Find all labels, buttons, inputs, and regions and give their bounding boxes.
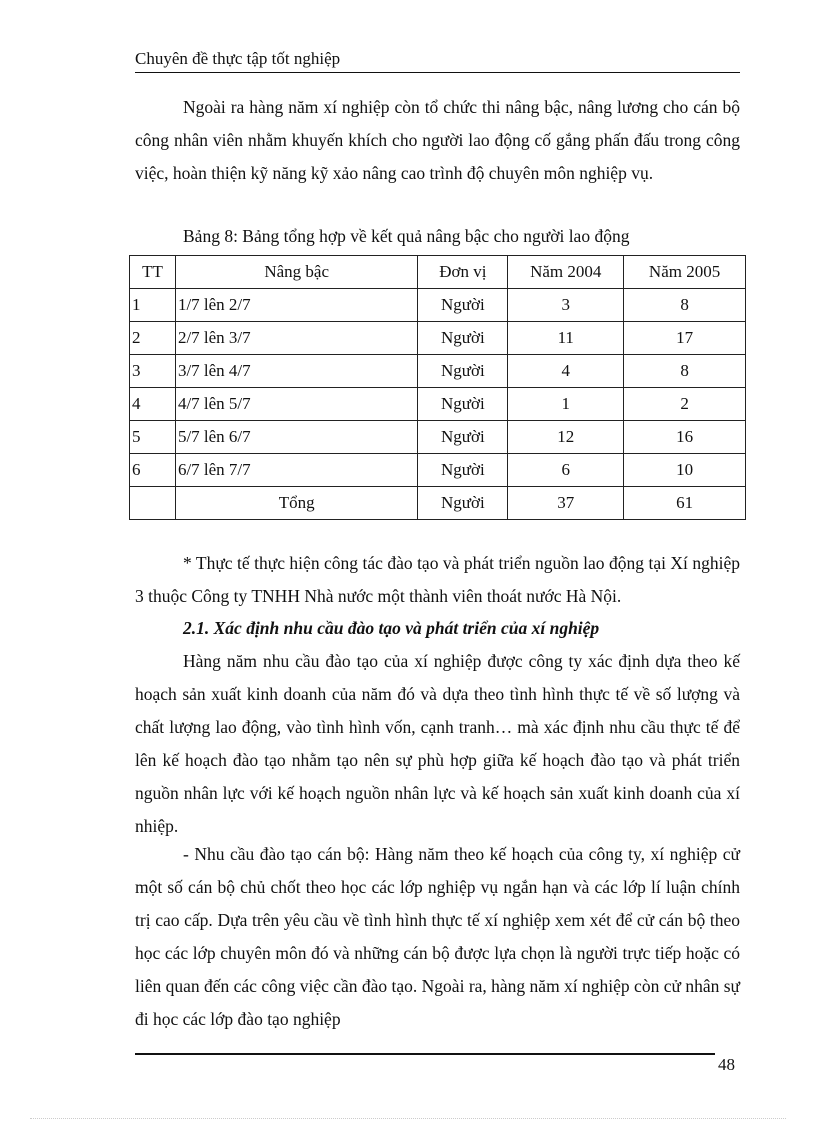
table-row [130,289,746,322]
cell-nang-bac: 5/7 lên 6/7 [175,421,418,454]
header-tt: TT [130,256,176,289]
results-table [129,255,746,520]
table-total-row [130,487,746,520]
cell-tt: 6 [130,454,176,487]
cell-total-label: Tổng [175,487,418,520]
cell-total-2005: 61 [624,487,746,520]
cell-2005: 8 [624,355,746,388]
cell-nang-bac: 2/7 lên 3/7 [175,322,418,355]
cell-2004: 3 [508,289,624,322]
header-nang-bac: Nâng bậc [175,256,418,289]
page-bottom-border [30,1118,786,1119]
cell-nang-bac: 4/7 lên 5/7 [175,388,418,421]
table-row [130,322,746,355]
cell-don-vi: Người [418,487,508,520]
cell-2004: 4 [508,355,624,388]
cell-2004: 6 [508,454,624,487]
table-row [130,388,746,421]
table-row [130,421,746,454]
cell-2005: 8 [624,289,746,322]
cell-nang-bac: 3/7 lên 4/7 [175,355,418,388]
footer-divider [135,1053,715,1055]
cell-don-vi: Người [418,454,508,487]
cell-2004: 12 [508,421,624,454]
header-nam-2005: Năm 2005 [624,256,746,289]
cell-2004: 1 [508,388,624,421]
cell-nang-bac: 1/7 lên 2/7 [175,289,418,322]
page-header: Chuyên đề thực tập tốt nghiệp [135,48,740,73]
cell-tt: 2 [130,322,176,355]
cell-2005: 2 [624,388,746,421]
cell-nang-bac: 6/7 lên 7/7 [175,454,418,487]
page-number: 48 [718,1055,735,1074]
cell-2005: 10 [624,454,746,487]
staff-training-paragraph: - Nhu cầu đào tạo cán bộ: Hàng năm theo kế hoạch của công ty, xí nghiệp cử một số cán bộ chủ chốt theo học các lớp nghiệp vụ ngắn hạn và các lớp lí luận chính trị cao cấp. Dựa trên yêu cầu về tình hình thực tế xí nghiệp xem xét để cử cán bộ theo học các lớp chuyên môn đó và những cán bộ được lựa chọn là người trực tiếp hoặc có liên quan đến các công việc cần đào tạo. Ngoài ra, hàng năm xí nghiệp còn cử nhân sự đi học các lớp đào tạo nghiệp [135,844,741,1029]
table-header-row [130,256,746,289]
cell-tt: 3 [130,355,176,388]
cell-don-vi: Người [418,289,508,322]
cell-tt: 5 [130,421,176,454]
cell-tt: 1 [130,289,176,322]
cell-2004: 11 [508,322,624,355]
cell-tt [130,487,176,520]
needs-paragraph: Hàng năm nhu cầu đào tạo của xí nghiệp được công ty xác định dựa theo kế hoạch sản xuất kinh doanh của năm đó và dựa theo tình hình thực tế về số lượng và chất lượng lao động, vào tình hình vốn, cạnh tranh… mà xác định nhu cầu thực tế để lên kế hoạch đào tạo nhằm tạo nên sự phù hợp giữa kế hoạch đào tạo và phát triển nguồn nhân lực với kế hoạch nguồn nhân lực và kế hoạch sản xuất kinh doanh của xí nhiệp. [135,651,740,836]
cell-total-2004: 37 [508,487,624,520]
table-caption: Bảng 8: Bảng tổng hợp về kết quả nâng bậc cho người lao động [183,226,630,246]
note-paragraph: * Thực tế thực hiện công tác đào tạo và phát triển nguồn lao động tại Xí nghiệp 3 thuộc Công ty TNHH Nhà nước một thành viên thoát nước Hà Nội. [135,553,740,606]
intro-paragraph: Ngoài ra hàng năm xí nghiệp còn tổ chức thi nâng bậc, nâng lương cho cán bộ công nhân viên nhằm khuyến khích cho người lao động cố gắng phấn đấu trong công việc, hoàn thiện kỹ năng kỹ xảo nâng cao trình độ chuyên môn nghiệp vụ. [135,97,740,183]
header-nam-2004: Năm 2004 [508,256,624,289]
cell-tt: 4 [130,388,176,421]
cell-2005: 16 [624,421,746,454]
table-row [130,454,746,487]
cell-don-vi: Người [418,421,508,454]
header-don-vi: Đơn vị [418,256,508,289]
cell-don-vi: Người [418,355,508,388]
cell-don-vi: Người [418,388,508,421]
table-row [130,355,746,388]
section-heading: 2.1. Xác định nhu cầu đào tạo và phát triển của xí nghiệp [183,618,600,638]
cell-2005: 17 [624,322,746,355]
cell-don-vi: Người [418,322,508,355]
